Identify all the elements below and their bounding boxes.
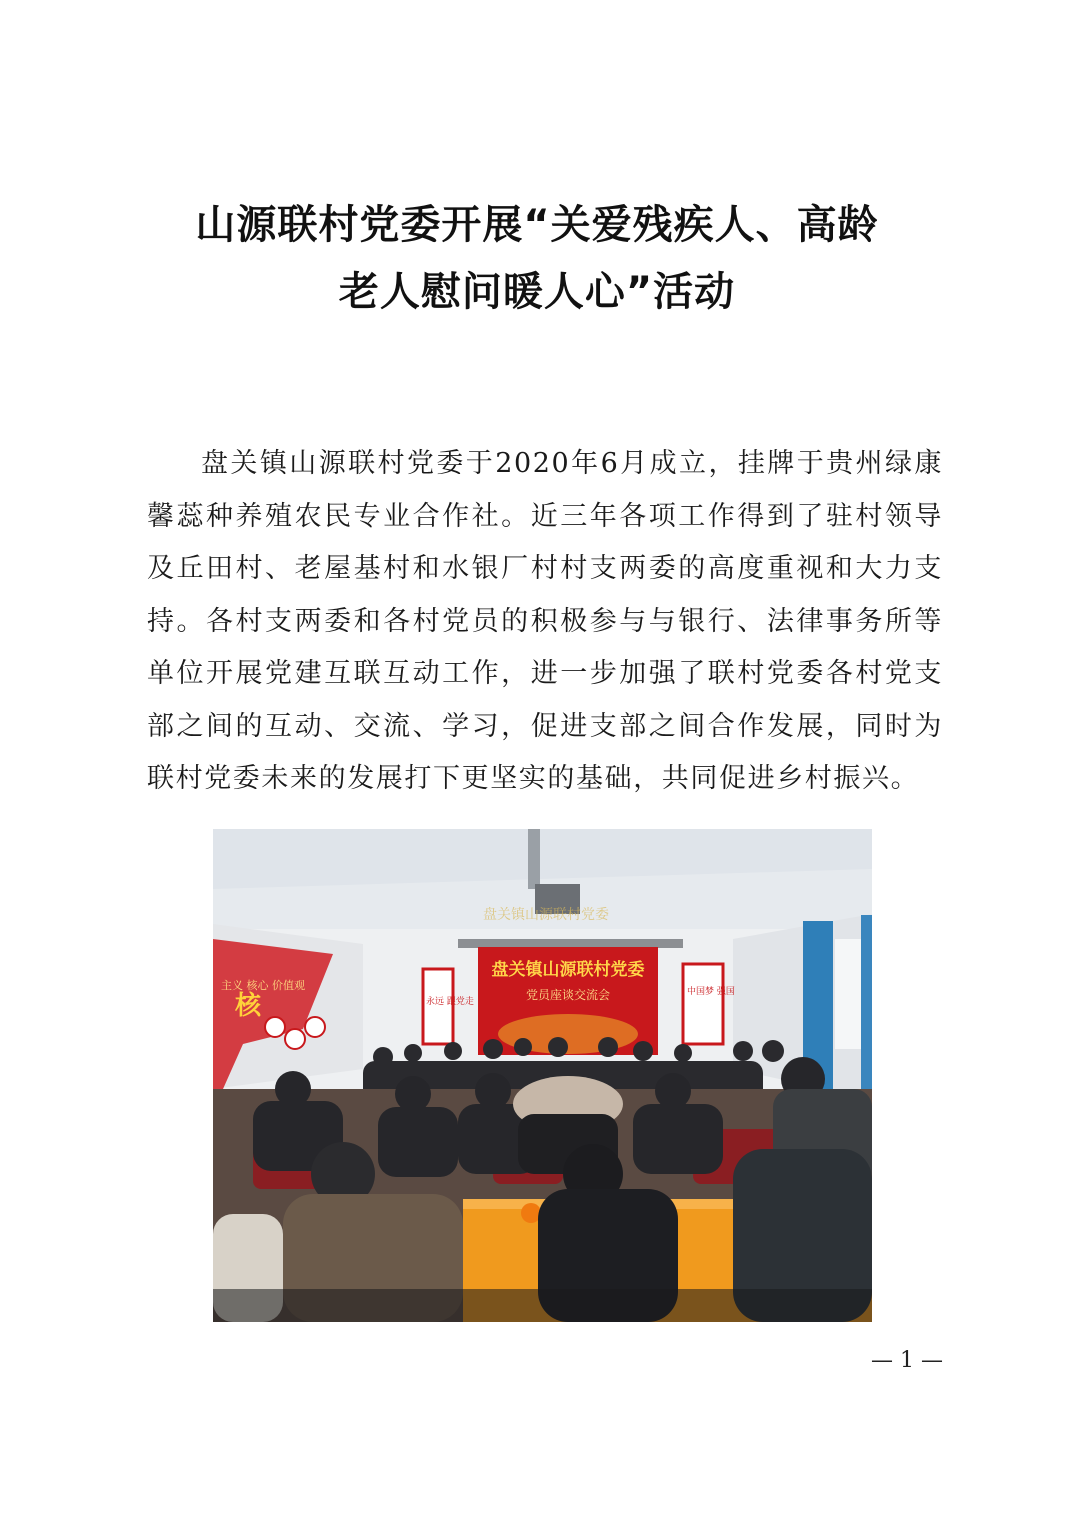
svg-text:核: 核 bbox=[235, 991, 262, 1021]
screen-title: 盘关镇山源联村党委 bbox=[491, 960, 645, 980]
svg-text:中国梦 强国: 中国梦 强国 bbox=[687, 987, 735, 997]
document-title-line-1: 山源联村党委开展“关爱残疾人、高龄 bbox=[195, 202, 879, 248]
page-number: — 1 — bbox=[871, 1348, 943, 1373]
svg-text:永远 跟党走: 永远 跟党走 bbox=[426, 997, 474, 1007]
ceiling-reflection: 盘关镇山源联村党委 bbox=[483, 907, 609, 923]
wall-panel-right bbox=[683, 964, 723, 1044]
window bbox=[835, 939, 861, 1049]
svg-text:主义 核心 价值观: 主义 核心 价值观 bbox=[221, 979, 305, 992]
body-paragraph: 盘关镇山源联村党委于2020年6月成立，挂牌于贵州绿康馨蕊种养殖农民专业合作社。近三年各项工作得到了驻村领导及丘田村、老屋基村和水银厂村村支两委的高度重视和大力支持。各村支两委和各村党员的积极参与与银行、法律事务所等单位开展党建互联互动工作，进一步加强了联村党委各村党支部之间的互动、交流、学习，促进支部之间合作发展，同时为联村党委未来的发展打下更坚实的基础，共同促进乡村振兴。 bbox=[147, 448, 943, 794]
document-title-line-2: 老人慰问暖人心”活动 bbox=[338, 269, 736, 315]
meeting-photo bbox=[213, 829, 872, 1322]
screen-subtitle: 党员座谈交流会 bbox=[525, 988, 611, 1002]
